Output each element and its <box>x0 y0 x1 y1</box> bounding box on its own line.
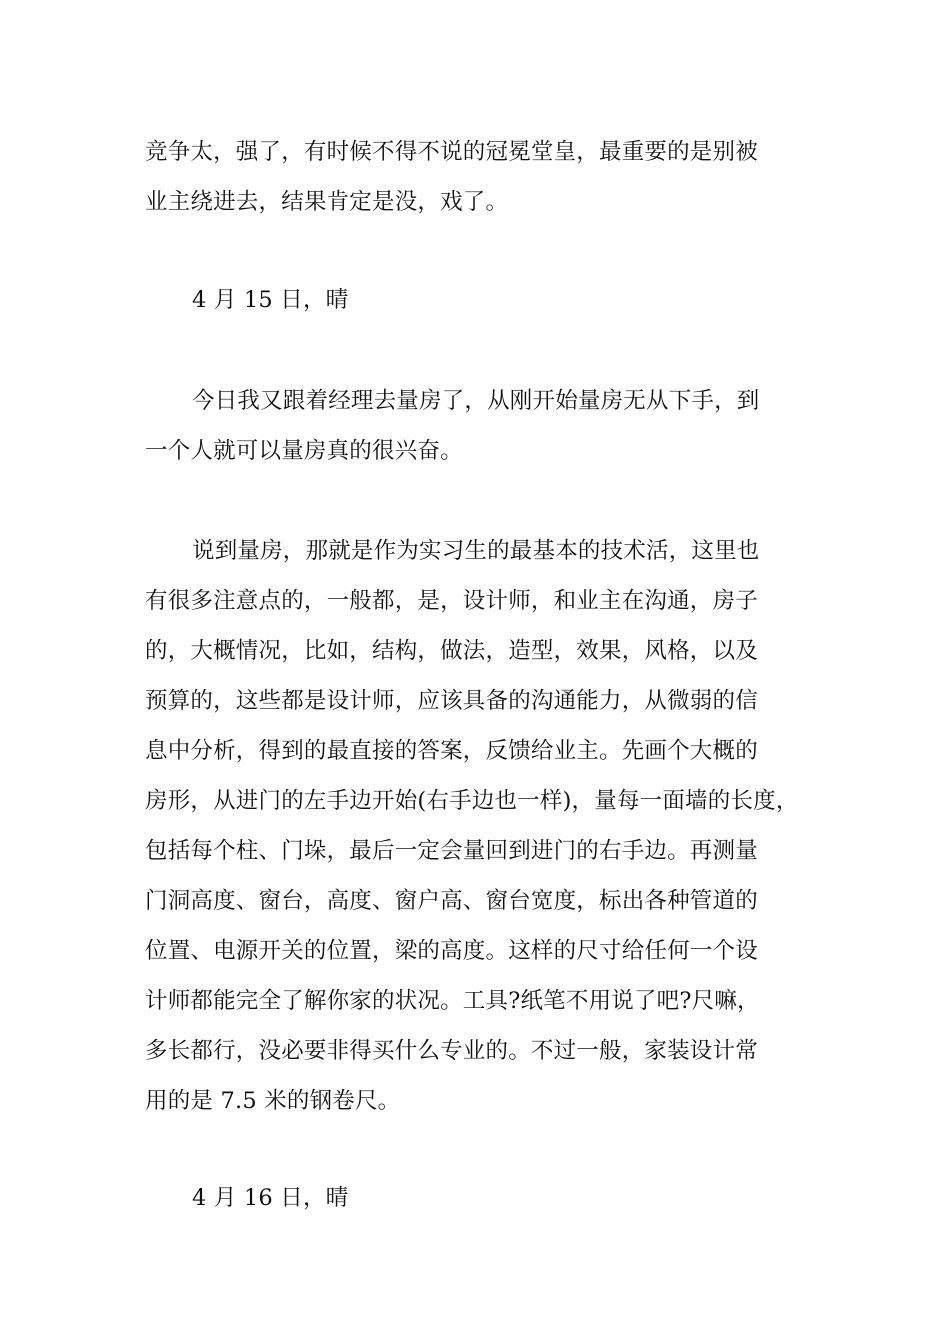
text-line: 今日我又跟着经理去量房了，从刚开始量房无从下手，到 <box>192 388 760 414</box>
text-line: 说到量房，那就是作为实习生的最基本的技术活，这里也 <box>192 538 760 564</box>
text-line: 房形，从进门的左手边开始(右手边也一样)，量每一面墙的长度， <box>145 788 799 814</box>
text-line: 的，大概情况，比如，结构，做法，造型，效果，风格，以及 <box>145 638 758 664</box>
text-line: 多长都行，没必要非得买什么专业的。不过一般，家装设计常 <box>145 1038 758 1064</box>
date-heading: 4 月 15 日，晴 <box>192 287 349 313</box>
text-line: 用的是 7.5 米的钢卷尺。 <box>145 1088 401 1114</box>
text-line: 计师都能完全了解你家的状况。工具?纸笔不用说了吧?尺嘛， <box>145 988 760 1014</box>
text-line: 预算的，这些都是设计师，应该具备的沟通能力，从微弱的信 <box>145 688 758 714</box>
text-line: 业主绕进去，结果肯定是没，戏了。 <box>145 189 509 215</box>
text-line: 位置、电源开关的位置，梁的高度。这样的尺寸给任何一个设 <box>145 938 758 964</box>
text-line: 有很多注意点的，一般都，是，设计师，和业主在沟通，房子 <box>145 588 758 614</box>
date-heading: 4 月 16 日，晴 <box>192 1185 349 1211</box>
text-line: 息中分析，得到的最直接的答案，反馈给业主。先画个大概的 <box>145 738 758 764</box>
text-line: 门洞高度、窗台，高度、窗户高、窗台宽度，标出各种管道的 <box>145 888 758 914</box>
text-line: 一个人就可以量房真的很兴奋。 <box>145 438 463 464</box>
text-line: 竞争太，强了，有时候不得不说的冠冕堂皇，最重要的是别被 <box>145 139 758 165</box>
text-line: 包括每个柱、门垛，最后一定会量回到进门的右手边。再测量 <box>145 838 758 864</box>
